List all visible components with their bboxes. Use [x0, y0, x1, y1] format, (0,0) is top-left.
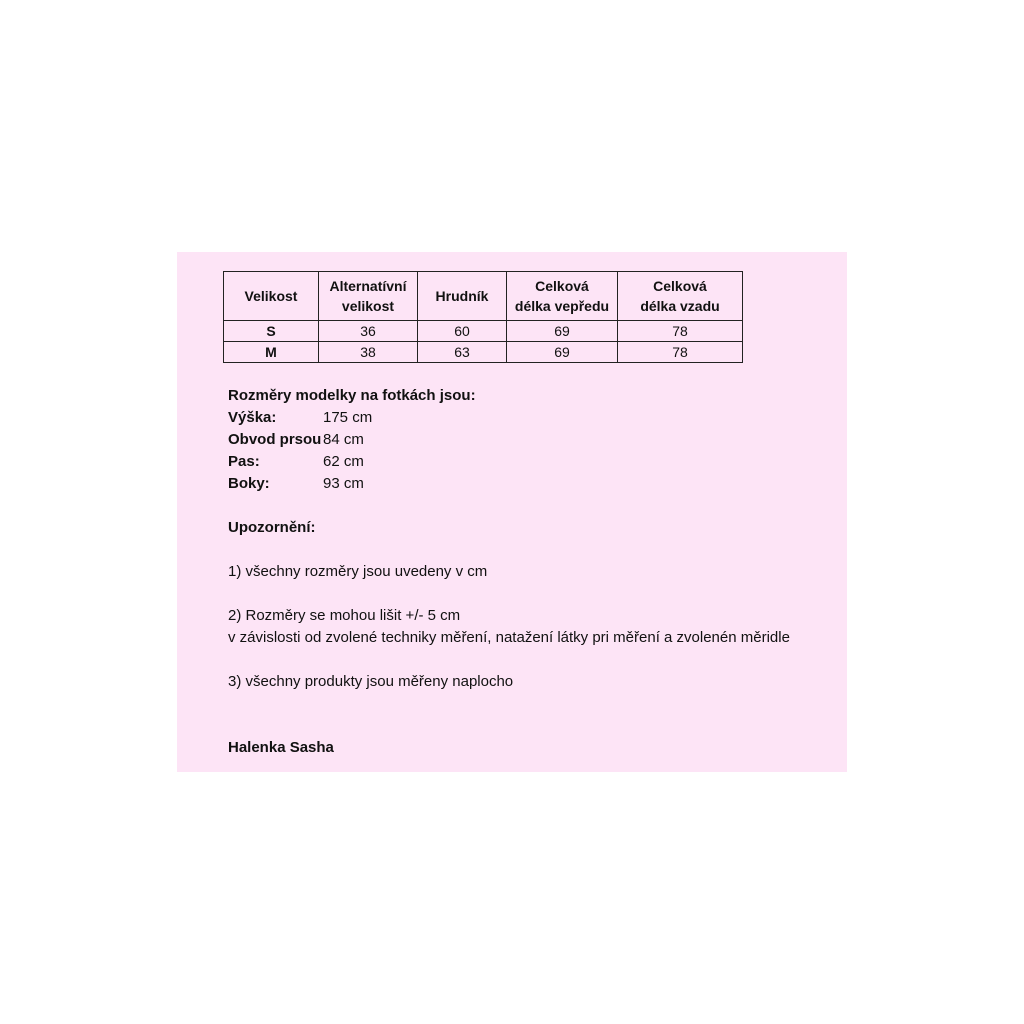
measurement-label: Výška: — [228, 409, 277, 426]
table-row — [224, 321, 743, 342]
front-length-cell: 69 — [507, 342, 618, 363]
header-back-length: Celková délka vzadu — [618, 272, 743, 321]
size-table — [223, 271, 743, 363]
notice-heading: Upozornění: — [228, 519, 316, 536]
header-chest: Hrudník — [418, 272, 507, 321]
measurement-row-hips — [228, 473, 476, 495]
measurement-label: Obvod prsou — [228, 431, 322, 448]
table-row — [224, 342, 743, 363]
measurement-value: 84 cm — [323, 431, 364, 448]
signature: Halenka Sasha — [228, 739, 334, 756]
size-cell: S — [224, 321, 319, 342]
measurement-value: 175 cm — [323, 409, 373, 426]
header-alternative-size: Alternatívní velikost — [319, 272, 418, 321]
measurement-label: Pas: — [228, 453, 260, 470]
chest-cell: 60 — [418, 321, 507, 342]
notice-item-3: 3) všechny produkty jsou měřeny naplocho — [228, 673, 514, 690]
back-length-cell: 78 — [618, 321, 743, 342]
notice-item-2-line-2: v závislosti od zvolené techniky měření, natažení látky pri měření a zvolenén měridle — [228, 629, 790, 646]
table-header-row — [224, 272, 743, 321]
notice-item-2-line-1: 2) Rozměry se mohou lišit +/- 5 cm — [228, 607, 461, 624]
measurement-label: Boky: — [228, 475, 270, 492]
chest-cell: 63 — [418, 342, 507, 363]
measurement-value: 62 cm — [323, 453, 364, 470]
measurement-row-waist — [228, 451, 476, 473]
alternative-size-cell: 38 — [319, 342, 418, 363]
back-length-cell: 78 — [618, 342, 743, 363]
measurement-row-bust — [228, 429, 476, 451]
header-size: Velikost — [224, 272, 319, 321]
size-cell: M — [224, 342, 319, 363]
measurement-value: 93 cm — [323, 475, 364, 492]
alternative-size-cell: 36 — [319, 321, 418, 342]
model-heading: Rozměry modelky na fotkách jsou: — [228, 387, 476, 404]
model-measurements — [228, 385, 476, 495]
measurement-row-height — [228, 407, 476, 429]
header-front-length: Celková délka vepředu — [507, 272, 618, 321]
size-chart-card — [177, 252, 847, 772]
front-length-cell: 69 — [507, 321, 618, 342]
notice-item-1: 1) všechny rozměry jsou uvedeny v cm — [228, 563, 488, 580]
